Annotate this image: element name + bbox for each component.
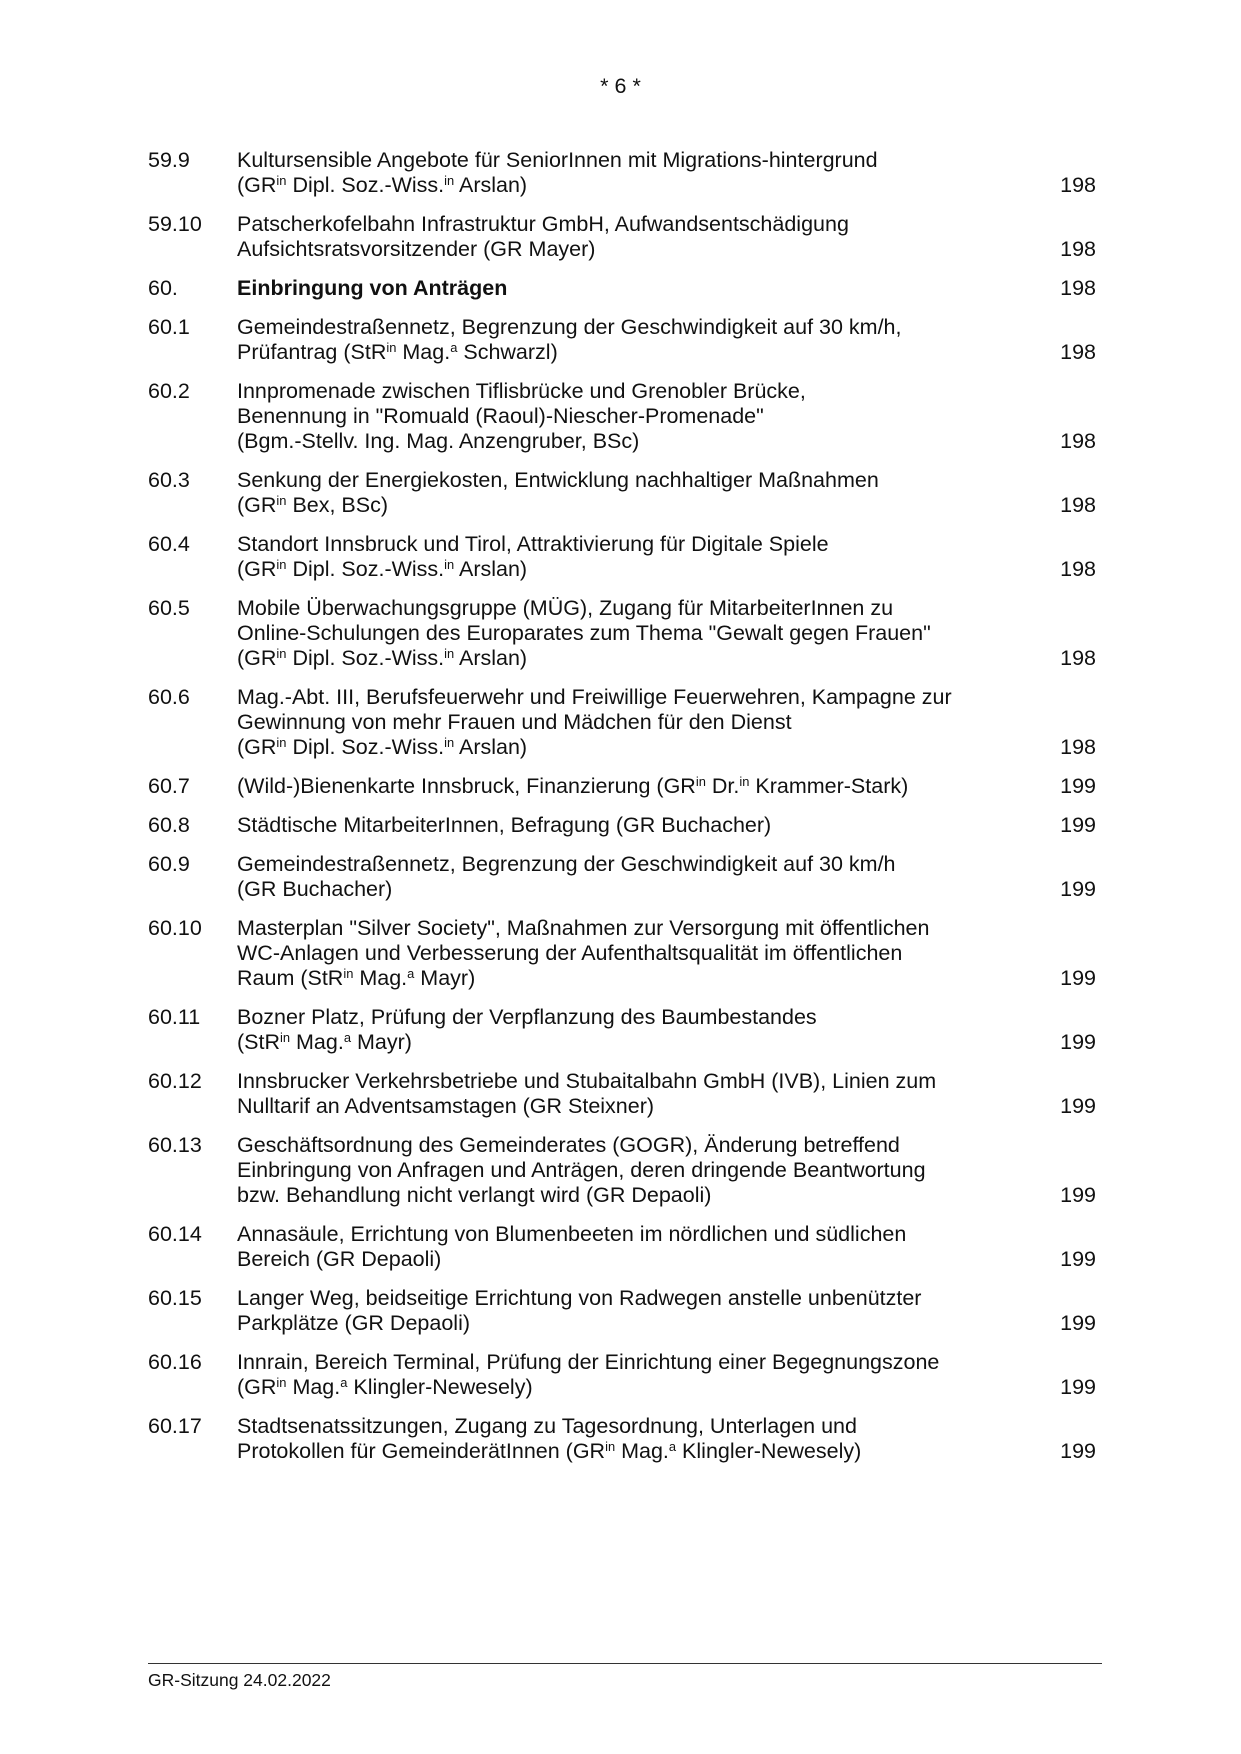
toc-entry-page: 198 bbox=[1060, 340, 1096, 364]
toc-entry-line: Innrain, Bereich Terminal, Prüfung der Einrichtung einer Begegnungszone bbox=[237, 1350, 940, 1374]
toc-entry bbox=[148, 596, 1096, 671]
toc-entry-line: WC-Anlagen und Verbesserung der Aufenthaltsqualität im öffentlichen bbox=[237, 941, 903, 965]
toc-entry-page: 199 bbox=[1060, 1439, 1096, 1463]
toc-entry-line: Raum (StR$^{in}$ Mag.$^a$ Mayr) bbox=[237, 965, 476, 990]
table-of-contents bbox=[148, 148, 1096, 1478]
toc-entry-line: Nulltarif an Adventsamstagen (GR Steixner) bbox=[237, 1094, 655, 1118]
toc-entry-title bbox=[237, 468, 1017, 518]
toc-entry-line: Patscherkofelbahn Infrastruktur GmbH, Aufwandsentschädigung bbox=[237, 212, 849, 236]
toc-entry-number: 60.2 bbox=[148, 379, 190, 403]
page-number: * 6 * bbox=[600, 74, 641, 98]
toc-entry-line: Bozner Platz, Prüfung der Verpflanzung des Baumbestandes bbox=[237, 1005, 817, 1029]
toc-entry-number: 60.15 bbox=[148, 1286, 202, 1310]
toc-entry-title bbox=[237, 813, 1017, 838]
footer-text: GR-Sitzung 24.02.2022 bbox=[148, 1670, 331, 1690]
toc-entry-line: Benennung in "Romuald (Raoul)-Niescher-Promenade" bbox=[237, 404, 764, 428]
toc-entry-page: 199 bbox=[1060, 1030, 1096, 1054]
toc-entry-line: Bereich (GR Depaoli) bbox=[237, 1247, 442, 1271]
toc-entry-line: Standort Innsbruck und Tirol, Attraktivierung für Digitale Spiele bbox=[237, 532, 829, 556]
toc-entry-title bbox=[237, 852, 1017, 902]
toc-entry-title bbox=[237, 1350, 1017, 1400]
toc-entry-line: Gewinnung von mehr Frauen und Mädchen für den Dienst bbox=[237, 710, 792, 734]
toc-entry-line: Einbringung von Anfragen und Anträgen, deren dringende Beantwortung bbox=[237, 1158, 926, 1182]
toc-entry-line: Annasäule, Errichtung von Blumenbeeten im nördlichen und südlichen bbox=[237, 1222, 907, 1246]
toc-entry-title bbox=[237, 532, 1017, 582]
toc-entry bbox=[148, 813, 1096, 838]
toc-entry-line: Gemeindestraßennetz, Begrenzung der Geschwindigkeit auf 30 km/h bbox=[237, 852, 896, 876]
toc-entry bbox=[148, 1133, 1096, 1208]
toc-entry-line: Masterplan "Silver Society", Maßnahmen zur Versorgung mit öffentlichen bbox=[237, 916, 930, 940]
toc-entry-line: Online-Schulungen des Europarates zum Thema "Gewalt gegen Frauen" bbox=[237, 621, 931, 645]
toc-entry-line: Senkung der Energiekosten, Entwicklung nachhaltiger Maßnahmen bbox=[237, 468, 879, 492]
toc-entry-line: (Bgm.-Stellv. Ing. Mag. Anzengruber, BSc) bbox=[237, 429, 640, 453]
toc-entry bbox=[148, 148, 1096, 198]
toc-entry-number: 60.8 bbox=[148, 813, 190, 837]
toc-entry bbox=[148, 1286, 1096, 1336]
toc-entry-page: 198 bbox=[1060, 646, 1096, 670]
toc-entry-title bbox=[237, 1069, 1017, 1119]
toc-entry-title bbox=[237, 916, 1017, 991]
toc-entry bbox=[148, 852, 1096, 902]
toc-entry-line: ($GR^{in}$ Dipl. Soz.-Wiss.$^{in}$ Arslan) bbox=[237, 172, 528, 197]
toc-entry-number: 59.9 bbox=[148, 148, 190, 172]
toc-entry-line: ($GR^{in}$ Dipl. Soz.-Wiss.$^{in}$ Arslan) bbox=[237, 645, 528, 670]
toc-entry-title bbox=[237, 774, 1017, 799]
toc-entry bbox=[148, 532, 1096, 582]
toc-entry-line: Protokollen für GemeinderätInnen ($GR^{in}$ Mag.$^a$ Klingler-Newesely) bbox=[237, 1438, 862, 1463]
toc-entry-title bbox=[237, 315, 1017, 365]
toc-entry-number: 60.10 bbox=[148, 916, 202, 940]
toc-entry-number: 60.9 bbox=[148, 852, 190, 876]
toc-entry-number: 60.7 bbox=[148, 774, 190, 798]
toc-entry-line: Innsbrucker Verkehrsbetriebe und Stubaitalbahn GmbH (IVB), Linien zum bbox=[237, 1069, 937, 1093]
toc-entry-page: 199 bbox=[1060, 1375, 1096, 1399]
toc-entry-number: 60.16 bbox=[148, 1350, 202, 1374]
toc-entry-line: ($GR^{in}$ Mag.$^a$ Klingler-Newesely) bbox=[237, 1374, 533, 1399]
toc-entry-line: (StR$^{in}$ Mag.$^a$ Mayr) bbox=[237, 1029, 412, 1054]
toc-entry-line: Kultursensible Angebote für SeniorInnen mit Migrations-hintergrund bbox=[237, 148, 878, 172]
toc-entry-line: Parkplätze (GR Depaoli) bbox=[237, 1311, 471, 1335]
toc-entry-number: 60.5 bbox=[148, 596, 190, 620]
toc-entry-title bbox=[237, 212, 1017, 262]
toc-entry-line: Langer Weg, beidseitige Errichtung von Radwegen anstelle unbenützter bbox=[237, 1286, 922, 1310]
toc-entry-page: 199 bbox=[1060, 1247, 1096, 1271]
toc-entry-page: 199 bbox=[1060, 1183, 1096, 1207]
toc-entry-number: 59.10 bbox=[148, 212, 202, 236]
toc-entry-title bbox=[237, 1286, 1017, 1336]
toc-entry-number: 60.14 bbox=[148, 1222, 202, 1246]
toc-entry-line: Geschäftsordnung des Gemeinderates (GOGR), Änderung betreffend bbox=[237, 1133, 900, 1157]
toc-entry bbox=[148, 685, 1096, 760]
toc-entry bbox=[148, 212, 1096, 262]
toc-entry-page: 199 bbox=[1060, 813, 1096, 837]
toc-entry-line: Gemeindestraßennetz, Begrenzung der Geschwindigkeit auf 30 km/h, bbox=[237, 315, 902, 339]
toc-entry-line: ($GR^{in}$ Dipl. Soz.-Wiss.$^{in}$ Arslan) bbox=[237, 556, 528, 581]
toc-entry-title bbox=[237, 596, 1017, 671]
toc-entry bbox=[148, 1414, 1096, 1464]
toc-entry bbox=[148, 315, 1096, 365]
toc-entry bbox=[148, 1069, 1096, 1119]
toc-entry-title bbox=[237, 379, 1017, 454]
toc-entry-number: 60.17 bbox=[148, 1414, 202, 1438]
toc-entry-page: 199 bbox=[1060, 1094, 1096, 1118]
toc-entry-title bbox=[237, 685, 1017, 760]
toc-entry-line: Städtische MitarbeiterInnen, Befragung (GR Buchacher) bbox=[237, 813, 772, 837]
toc-entry-number: 60.4 bbox=[148, 532, 190, 556]
toc-entry-page: 198 bbox=[1060, 237, 1096, 261]
toc-entry-line: ($GR^{in}$ Dipl. Soz.-Wiss.$^{in}$ Arslan) bbox=[237, 734, 528, 759]
footer-divider bbox=[148, 1663, 1102, 1664]
toc-entry-number: 60.11 bbox=[148, 1005, 201, 1029]
toc-entry-page: 199 bbox=[1060, 1311, 1096, 1335]
toc-entry-line: ($GR^{in}$ Bex, BSc) bbox=[237, 492, 389, 517]
toc-entry-title bbox=[237, 1414, 1017, 1464]
toc-entry bbox=[148, 379, 1096, 454]
toc-entry bbox=[148, 1005, 1096, 1055]
toc-entry-page: 198 bbox=[1060, 735, 1096, 759]
toc-entry-line: Prüfantrag (StR$^{in}$ Mag.$^a$ Schwarzl) bbox=[237, 339, 558, 364]
toc-entry-line: Innpromenade zwischen Tiflisbrücke und Grenobler Brücke, bbox=[237, 379, 806, 403]
toc-entry bbox=[148, 468, 1096, 518]
toc-entry-line: (GR Buchacher) bbox=[237, 877, 393, 901]
toc-entry-line: Stadtsenatssitzungen, Zugang zu Tagesordnung, Unterlagen und bbox=[237, 1414, 857, 1438]
toc-entry-number: 60.1 bbox=[148, 315, 190, 339]
toc-entry-number: 60.13 bbox=[148, 1133, 202, 1157]
toc-entry bbox=[148, 916, 1096, 991]
toc-entry-title bbox=[237, 276, 1017, 301]
toc-entry-line: Mag.-Abt. III, Berufsfeuerwehr und Freiwillige Feuerwehren, Kampagne zur bbox=[237, 685, 952, 709]
toc-entry-line: Einbringung von Anträgen bbox=[237, 276, 508, 300]
toc-entry-line: Mobile Überwachungsgruppe (MÜG), Zugang für MitarbeiterInnen zu bbox=[237, 596, 894, 620]
toc-entry-page: 198 bbox=[1060, 429, 1096, 453]
toc-entry-page: 198 bbox=[1060, 173, 1096, 197]
toc-entry-number: 60.3 bbox=[148, 468, 190, 492]
toc-entry-title bbox=[237, 1005, 1017, 1055]
toc-entry-page: 198 bbox=[1060, 493, 1096, 517]
toc-entry-line: bzw. Behandlung nicht verlangt wird (GR Depaoli) bbox=[237, 1183, 712, 1207]
toc-entry-number: 60.12 bbox=[148, 1069, 202, 1093]
toc-entry-page: 199 bbox=[1060, 877, 1096, 901]
toc-entry-number: 60.6 bbox=[148, 685, 190, 709]
toc-entry-title bbox=[237, 1133, 1017, 1208]
toc-entry-page: 198 bbox=[1060, 276, 1096, 300]
toc-entry-line: Aufsichtsratsvorsitzender (GR Mayer) bbox=[237, 237, 596, 261]
toc-entry-page: 199 bbox=[1060, 774, 1096, 798]
toc-entry-title bbox=[237, 148, 1017, 198]
toc-entry-page: 199 bbox=[1060, 966, 1096, 990]
toc-entry bbox=[148, 774, 1096, 799]
toc-entry-title bbox=[237, 1222, 1017, 1272]
toc-entry bbox=[148, 276, 1096, 301]
toc-entry bbox=[148, 1222, 1096, 1272]
toc-entry-line: (Wild-)Bienenkarte Innsbruck, Finanzierung ($GR^{in}$ Dr.$^{in}$ Krammer-Stark) bbox=[237, 773, 909, 798]
toc-entry bbox=[148, 1350, 1096, 1400]
toc-entry-page: 198 bbox=[1060, 557, 1096, 581]
toc-entry-number: 60. bbox=[148, 276, 178, 300]
